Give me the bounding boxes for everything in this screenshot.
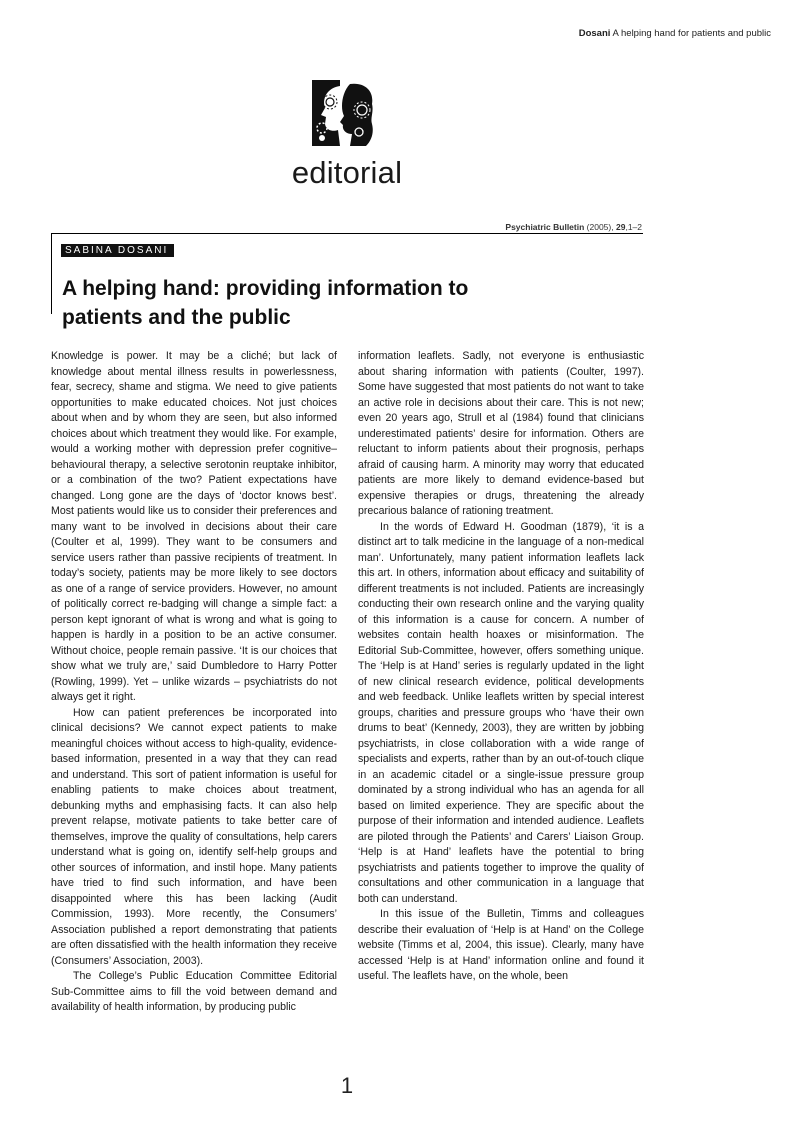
article-title: A helping hand: providing information to patients and the public — [62, 277, 469, 330]
running-head — [579, 28, 771, 39]
paragraph: How can patient preferences be incorporated into clinical decisions? We cannot expect patients to make meaningful choices without access to high-quality, evidence-based information, presented in a way that they can read and understand. This sort of patient information is useful for enabling patients to make choices about treatment, debunking myths and emphasising facts. It can also help prevent relapse, motivate patients to take better care of themselves, improve the quality of consultations, help carers understand what is going on, identify self-help groups and other sources of information, and instil hope. Many patients have tried to find such information, and have been disappointed where this has been lacking (Audit Commission, 1993). More recently, the Consumers’ Association published a report demonstrating that patients are often dissatisfied with the health information they receive (Consumers’ Association, 2003). — [51, 706, 337, 967]
author-badge: SABINA DOSANI — [61, 244, 174, 257]
citation-pages: ,1–2 — [625, 222, 642, 232]
paragraph: The College’s Public Education Committee Editorial Sub-Committee aims to fill the void between demand and availability of health information, by producing public — [51, 970, 337, 1013]
running-head-author: Dosani — [578, 28, 611, 39]
page-number: 1 — [340, 1073, 354, 1098]
paragraph: Knowledge is power. It may be a cliché; but lack of knowledge about mental illness results in powerlessness, fear, secrecy, shame and stigma. We need to give patients opportunities to make educated choices. Not just choices about when and by whom they are seen, but also informed choices about which treatment they would like. For example, would a working mother with depression prefer cognitive–behavioural therapy, a selective serotonin reuptake inhibitor, or a combination of the two? Patient expectations have changed. Long gone are the days of ‘doctor knows best’. Most patients would like us to consider their preferences and many want to be involved in decisions about their care (Coulter et al, 1999). They want to be consumers and service users rather than passive recipients of treatment. In today’s society, patients may be more likely to see doctors as one of a range of service providers. However, no amount of politically correct re-badging will change a simple fact: a person kept ignorant of what is wrong and what is going to happen is hardly in a position to be an active consumer. Without choice, people remain passive. ‘It is our choices that show what we truly are,’ said Dumbledore to Harry Potter (Rowling, 1999). Yet – unlike wizards – psychiatrists do not always get it right. — [51, 350, 337, 703]
journal-citation — [505, 222, 642, 232]
citation-journal: Psychiatric Bulletin — [505, 222, 585, 232]
citation-year: (2005), — [586, 222, 614, 232]
right-column — [358, 349, 644, 985]
citation-volume: 29 — [615, 222, 626, 232]
paragraph: In the words of Edward H. Goodman (1879), ‘it is a distinct art to talk medicine in the language of a non-medical man’. Unfortunately, many patient information leaflets lack this art. In others, information about efficacy and suitability of different treatments is not included. Patients are increasingly conducting their own research online and the varying quality of this information is a cause for concern. A number of websites contain health hoaxes or misinformation. The Editorial Sub-Committee, however, offers something unique. The ‘Help is at Hand’ series is regularly updated in the light of new clinical research evidence, political developments and web feedback. Unlike leaflets written by special interest groups, charities and pressure groups who ‘have their own drums to beat’ (Kennedy, 2003), they are written by jobbing psychiatrists, in close collaboration with a wide range of specialists and experts, rather than by an out-of-touch clique in an academic citadel or a single-issue pressure group dominated by a strong individual who has an agenda for all based on limited experience. They are specific about the purpose of their information and intended audience. Leaflets are piloted through the Patients’ and Carers’ Liaison Group. ‘Help is at Hand’ leaflets have the potential to bring psychiatrists and patients together to improve the quality of consultations and other communication in a language that both can understand. — [358, 520, 644, 905]
paragraph: information leaflets. Sadly, not everyone is enthusiastic about sharing information with patients (Coulter, 1997). Some have suggested that most patients do not want to take an active role in decisions about their care. This is not new; even 20 years ago, Strull et al (1984) found that clinicians underestimated patients’ desire for information. Others are reluctant to inform patients about their prognosis, perhaps afraid of causing harm. A minority may worry that educated patients are more likely to demand evidence-based but expensive therapies or drugs, threatening the already precarious balance of rationing treatment. — [358, 350, 644, 517]
paragraph: In this issue of the Bulletin, Timms and colleagues describe their evaluation of ‘Help is at Hand’ on the College website (Timms et al, 2004, this issue). Clearly, many have accessed ‘Help is at Hand’ information online and found it useful. The leaflets have, on the whole, been — [358, 908, 644, 982]
left-column — [51, 349, 337, 1016]
section-label: editorial — [291, 155, 403, 190]
editorial-logo-icon — [312, 80, 378, 146]
running-head-title: A helping hand for patients and public — [612, 28, 771, 39]
